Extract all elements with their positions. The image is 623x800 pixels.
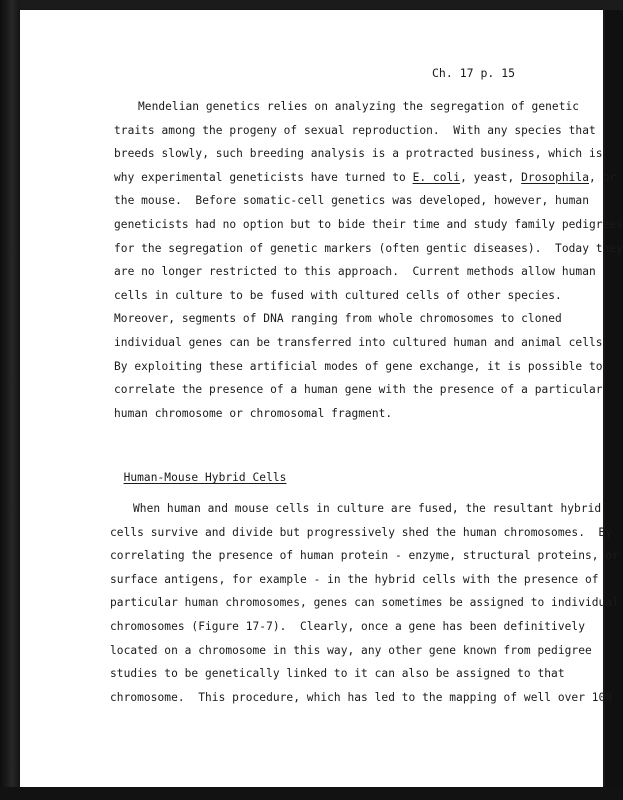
text-line: cells survive and divide but progressively shed the human chromosomes. By [110,525,613,539]
text-line: Moreover, segments of DNA ranging from whole chromosomes to cloned [114,312,562,326]
text-segment: , yeast, [460,170,522,184]
page-number: Ch. 17 p. 15 [432,66,516,80]
background-strip [605,10,623,787]
text-line: chromosomes (Figure 17-7). Clearly, once a gene has been definitively [110,620,585,633]
underlined-term: E. coli [412,170,461,184]
text-line: located on a chromosome in this way, any other gene known from pedigree [110,643,592,657]
text-line: are no longer restricted to this approach. Current methods allow human [114,265,596,279]
text-line: individual genes can be transferred into cultured human and animal cells. [114,336,610,349]
text-line: Mendelian genetics relies on analyzing the segregation of genetic [138,100,580,113]
text-segment: why experimental geneticists have turned to [114,170,413,184]
text-line: breeds slowly, such breeding analysis is a protracted business, which is [114,147,603,161]
section-heading [110,458,286,484]
text-line: correlate the presence of a human gene with the presence of a particular [114,383,603,397]
section-heading-text: Human-Mouse Hybrid Cells [123,471,287,484]
text-line: particular human chromosomes, genes can sometimes be assigned to individual [110,596,619,610]
text-line [114,171,616,184]
text-line: chromosome. This procedure, which has led to the mapping of well over 100 [110,690,613,704]
background-strip [0,787,623,800]
text-line: correlating the presence of human protein - enzyme, structural proteins, or [110,549,619,563]
text-line: for the segregation of genetic markers (often gentic diseases). Today they [114,241,623,255]
text-segment: , or [589,170,617,184]
text-line: geneticists had no option but to bide their time and study family pedigrees [114,218,623,231]
text-line: surface antigens, for example - in the hybrid cells with the presence of [110,572,599,586]
text-line: the mouse. Before somatic-cell genetics was developed, however, human [114,194,589,208]
text-line: By exploiting these artificial modes of gene exchange, it is possible to [114,359,603,373]
binder-edge [0,0,20,800]
text-line: When human and mouse cells in culture are fused, the resultant hybrid [133,502,602,515]
text-line: studies to be genetically linked to it can also be assigned to that [110,667,565,681]
text-line: cells in culture to be fused with cultured cells of other species. [114,288,562,302]
underlined-term: Drosophila [521,170,589,184]
text-line: traits among the progeny of sexual reproduction. With any species that [114,123,596,137]
text-line: human chromosome or chromosomal fragment. [114,406,393,420]
